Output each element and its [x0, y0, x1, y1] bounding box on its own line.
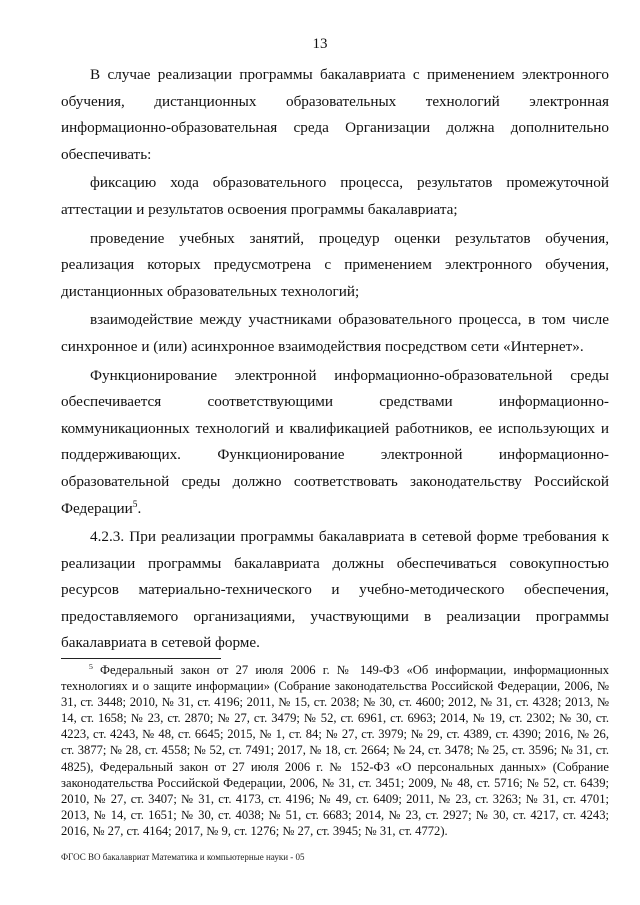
- footnote-separator: [61, 658, 221, 659]
- footnote-reference[interactable]: 5: [132, 499, 138, 510]
- page-footer: ФГОС ВО бакалавриат Математика и компьютерные науки - 05: [61, 852, 305, 862]
- page-number: 13: [312, 36, 328, 52]
- paragraph-network-form: 4.2.3. При реализации программы бакалавриата в сетевой форме требования к реализации программы бакалавриата должны обеспечиваться совокупностью ресурсов материально-технического и учебно-методического обеспечения, предоставляемого организациями, участвующими в реализации программы бакалавриата в сетевой форме.: [61, 528, 609, 652]
- paragraph-fixation: фиксацию хода образовательного процесса, результатов промежуточной аттестации и результатов освоения программы бакалавриата;: [61, 174, 609, 218]
- footnote: [61, 662, 609, 839]
- main-text: [61, 62, 609, 657]
- paragraph-conducting-classes: проведение учебных занятий, процедур оценки результатов обучения, реализация которых предусмотрена с применением электронного обучения, дистанционных образовательных технологий;: [61, 229, 609, 300]
- paragraph-electronic-learning: В случае реализации программы бакалавриата с применением электронного обучения, дистанционных образовательных технологий электронная информационно-образовательная среда Организации должна дополнительно обеспечивать:: [61, 66, 609, 163]
- footnote-text: Федеральный закон от 27 июля 2006 г. № 149-ФЗ «Об информации, информационных технологиях и о защите информации» (Собрание законодательства Российской Федерации, 2006, № 31, ст. 3448; 2010, № 31, ст. 4196; 2011, № 15, ст. 2038; № 30, ст. 4600; 2012, № 31, ст. 4328; 2013, № 14, ст. 1658; № 23, ст. 2870; № 27, ст. 3479; № 52, ст. 6961, ст. 6963; 2014, № 19, ст. 2302; № 30, ст. 4223, ст. 4243, № 48, ст. 6645; 2015, № 1, ст. 84; № 27, ст. 3979; № 29, ст. 4389, ст. 4390; 2016, № 26, ст. 3877; № 28, ст. 4558; № 52, ст. 7491; 2017, № 18, ст. 2664; № 24, ст. 3478; № 25, ст. 3596; № 31, ст. 4825), Федеральный закон от 27 июля 2006 г. № 152-ФЗ «О персональных данных» (Собрание законодательства Российской Федерации, 2006, № 31, ст. 3451; 2009, № 48, ст. 5716; № 52, ст. 6439; 2010, № 27, ст. 3407; № 31, ст. 4173, ст. 4196; № 49, ст. 6409; 2011, № 23, ст. 3263; № 31, ст. 4701; 2013, № 14, ст. 1651; № 30, ст. 4038; № 51, ст. 6683; 2014, № 23, ст. 2927; № 30, ст. 4217, ст. 4243; 2016, № 27, ст. 4164; 2017, № 9, ст. 1276; № 27, ст. 3945; № 31, ст. 4772).: [61, 663, 609, 838]
- paragraph-functioning: [61, 363, 609, 523]
- paragraph-functioning-end: .: [137, 499, 142, 517]
- paragraph-interaction: взаимодействие между участниками образовательного процесса, в том числе синхронное и (или) асинхронное взаимодействия посредством сети «Интернет».: [61, 311, 609, 355]
- paragraph-functioning-text: Функционирование электронной информационно-образовательной среды обеспечивается соответствующими средствами информационно-коммуникационных технологий и квалификацией работников, ее использующих и поддерживающих. Функционирование электронной информационно-образовательной среды должно соответствовать законодательству Российской Федерации: [61, 366, 609, 517]
- footnote-mark: 5: [89, 661, 93, 671]
